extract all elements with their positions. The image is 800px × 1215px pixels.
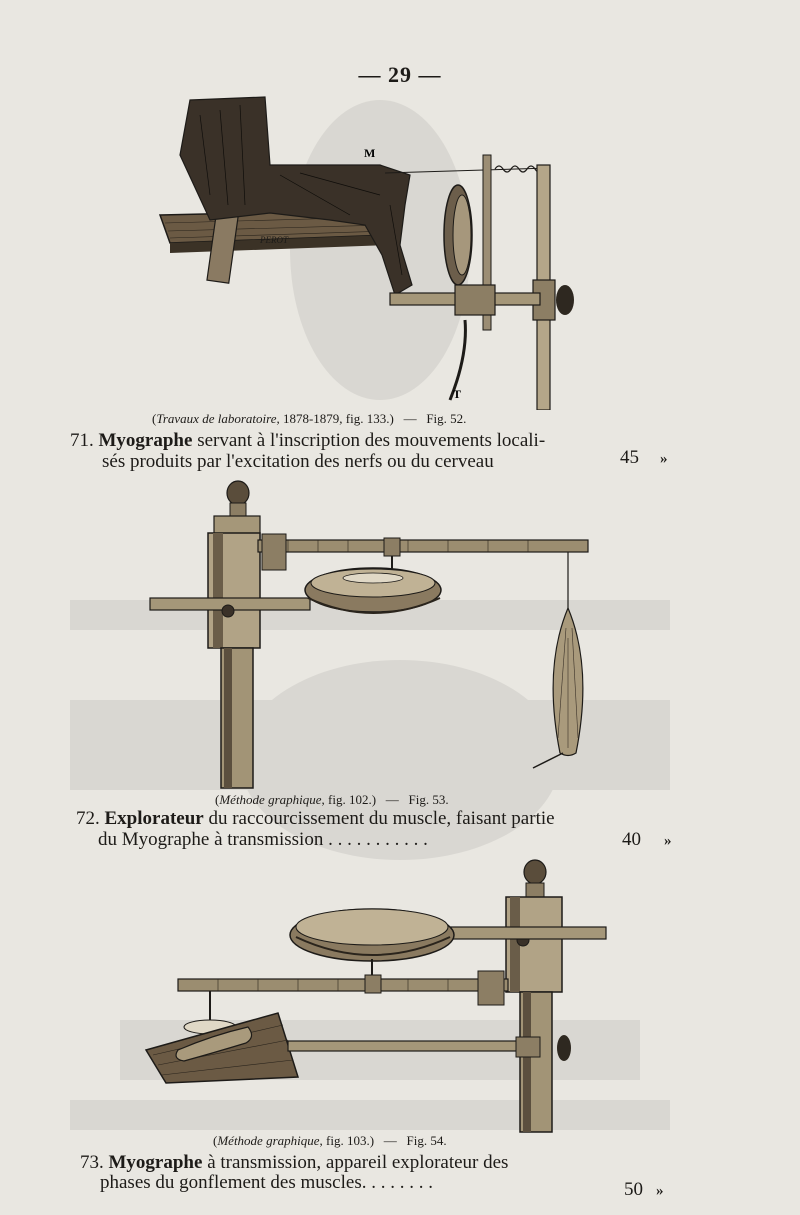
entry-72-title: Explorateur — [104, 808, 204, 829]
figure-54-caption-dash: — — [383, 1133, 397, 1148]
figure-54-caption-ref: , fig. 103.) — [319, 1133, 375, 1148]
entry-73-number: 73. — [80, 1152, 104, 1173]
figure-52-engraver-signature: PEROT — [260, 235, 288, 245]
figure-54-transmission-myograph-illustration — [138, 855, 618, 1133]
entry-73-title: Myographe — [108, 1152, 203, 1173]
entry-71-price-mark: » — [660, 451, 668, 467]
figure-53-caption: (Méthode graphique, fig. 102.) — Fig. 53. — [215, 792, 449, 807]
figure-54-caption-fig: Fig. 54. — [406, 1133, 447, 1148]
entry-72-price-mark: » — [664, 833, 672, 849]
figure-52-caption-ref: 1878-1879, fig. 133.) — [282, 411, 394, 426]
figure-54-caption-source: Méthode graphique — [217, 1133, 320, 1148]
entry-72-description-line2: du Myographe à transmission . . . . . . . . . . . — [98, 829, 428, 850]
entry-71-number: 71. — [70, 430, 94, 451]
figure-53-muscle-explorer-illustration — [148, 478, 598, 793]
figure-52-label-m: M — [364, 146, 376, 160]
entry-72-price: 40 — [622, 829, 641, 850]
entry-72-description-line1: du raccourcissement du muscle, faisant partie — [203, 808, 555, 829]
page-number: — 29 — — [358, 62, 442, 87]
figure-52-caption: (Travaux de laboratoire, 1878-1879, fig. 133.) — Fig. 52. — [152, 411, 467, 426]
entry-71-description-line1: servant à l'inscription des mouvements locali- — [192, 430, 546, 451]
figure-52-caption-fig: Fig. 52. — [426, 411, 467, 426]
figure-53-caption-source: Méthode graphique — [219, 792, 322, 807]
figure-52-label-t: T — [453, 387, 462, 401]
entry-71-price: 45 — [620, 447, 639, 468]
entry-71-title: Myographe — [98, 430, 193, 451]
entry-73-price: 50 — [624, 1179, 643, 1200]
entry-73-price-mark: » — [656, 1183, 664, 1199]
figure-52-caption-source: Travaux de laboratoire, — [156, 411, 280, 426]
catalog-entry-73 — [80, 1152, 508, 1174]
figure-54-caption: (Méthode graphique, fig. 103.) — Fig. 54. — [213, 1133, 447, 1148]
figure-52-myograph-illustration — [150, 95, 630, 410]
figure-53-caption-fig: Fig. 53. — [408, 792, 449, 807]
entry-73-description-line1: à transmission, appareil explorateur des — [202, 1152, 509, 1173]
entry-73-description-line2: phases du gonflement des muscles. . . . . . . . — [100, 1172, 433, 1193]
entry-71-description-line2: sés produits par l'excitation des nerfs ou du cerveau — [102, 451, 494, 472]
entry-72-number: 72. — [76, 808, 100, 829]
catalog-entry-71 — [70, 430, 545, 452]
catalog-entry-72 — [76, 808, 555, 830]
figure-53-caption-ref: , fig. 102.) — [321, 792, 377, 807]
figure-52-caption-dash: — — [403, 411, 417, 426]
figure-53-caption-dash: — — [385, 792, 399, 807]
